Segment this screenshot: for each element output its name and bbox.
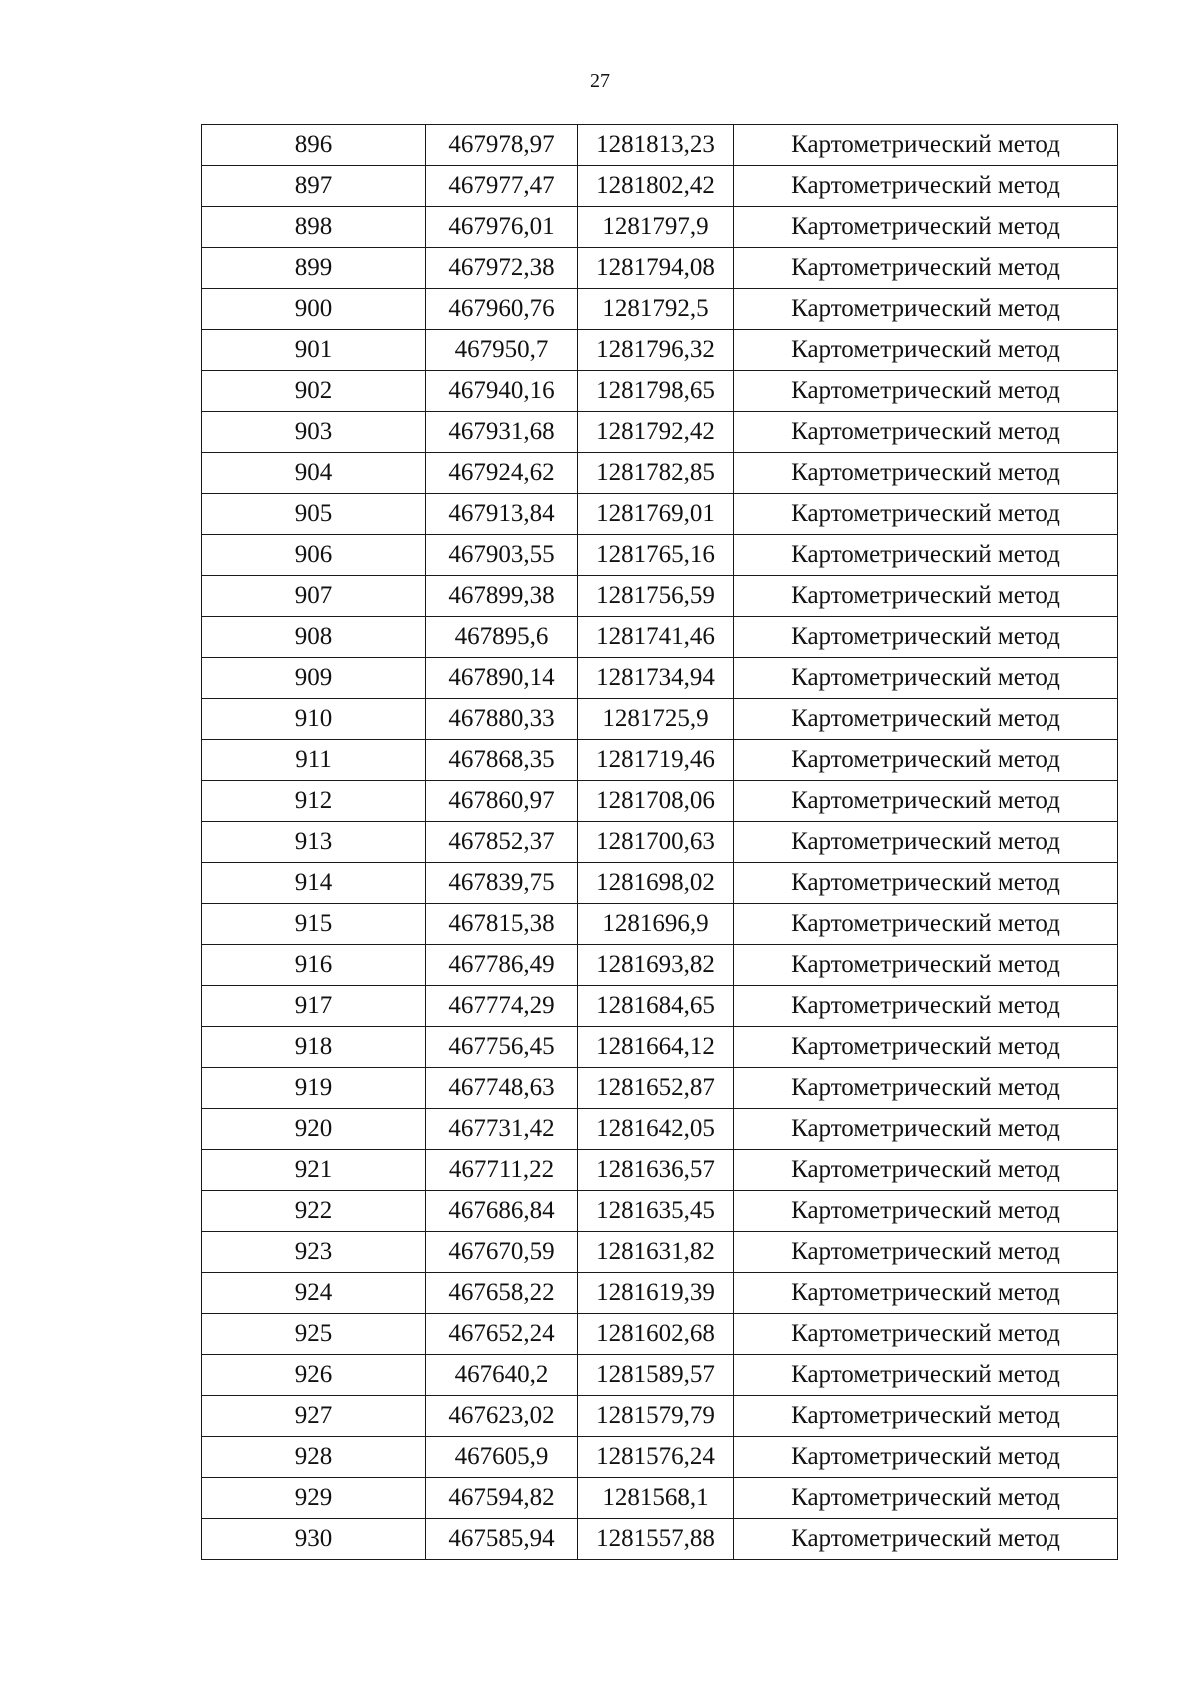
table-row: [202, 945, 1118, 986]
x-coordinate-cell: 467605,9: [426, 1437, 578, 1478]
x-coordinate-cell: 467711,22: [426, 1150, 578, 1191]
table-row: [202, 494, 1118, 535]
y-coordinate-cell: 1281769,01: [578, 494, 734, 535]
x-coordinate-cell: 467756,45: [426, 1027, 578, 1068]
method-cell: Картометрический метод: [734, 453, 1118, 494]
point-number-cell: 916: [202, 945, 426, 986]
point-number-cell: 919: [202, 1068, 426, 1109]
table-row: [202, 1191, 1118, 1232]
table-row: [202, 1027, 1118, 1068]
method-cell: Картометрический метод: [734, 1109, 1118, 1150]
y-coordinate-cell: 1281725,9: [578, 699, 734, 740]
y-coordinate-cell: 1281568,1: [578, 1478, 734, 1519]
y-coordinate-cell: 1281684,65: [578, 986, 734, 1027]
y-coordinate-cell: 1281700,63: [578, 822, 734, 863]
point-number-cell: 924: [202, 1273, 426, 1314]
y-coordinate-cell: 1281576,24: [578, 1437, 734, 1478]
coordinates-table: [201, 124, 1118, 1560]
y-coordinate-cell: 1281782,85: [578, 453, 734, 494]
x-coordinate-cell: 467748,63: [426, 1068, 578, 1109]
coordinates-table-body: [202, 125, 1118, 1560]
point-number-cell: 930: [202, 1519, 426, 1560]
x-coordinate-cell: 467860,97: [426, 781, 578, 822]
point-number-cell: 903: [202, 412, 426, 453]
point-number-cell: 921: [202, 1150, 426, 1191]
x-coordinate-cell: 467585,94: [426, 1519, 578, 1560]
y-coordinate-cell: 1281698,02: [578, 863, 734, 904]
table-row: [202, 330, 1118, 371]
y-coordinate-cell: 1281719,46: [578, 740, 734, 781]
point-number-cell: 928: [202, 1437, 426, 1478]
table-row: [202, 1150, 1118, 1191]
point-number-cell: 917: [202, 986, 426, 1027]
table-row: [202, 781, 1118, 822]
y-coordinate-cell: 1281652,87: [578, 1068, 734, 1109]
table-row: [202, 699, 1118, 740]
method-cell: Картометрический метод: [734, 166, 1118, 207]
x-coordinate-cell: 467940,16: [426, 371, 578, 412]
x-coordinate-cell: 467960,76: [426, 289, 578, 330]
y-coordinate-cell: 1281792,5: [578, 289, 734, 330]
y-coordinate-cell: 1281708,06: [578, 781, 734, 822]
method-cell: Картометрический метод: [734, 1068, 1118, 1109]
method-cell: Картометрический метод: [734, 248, 1118, 289]
y-coordinate-cell: 1281792,42: [578, 412, 734, 453]
y-coordinate-cell: 1281796,32: [578, 330, 734, 371]
table-row: [202, 617, 1118, 658]
method-cell: Картометрический метод: [734, 1355, 1118, 1396]
point-number-cell: 902: [202, 371, 426, 412]
table-row: [202, 125, 1118, 166]
point-number-cell: 915: [202, 904, 426, 945]
table-row: [202, 1355, 1118, 1396]
method-cell: Картометрический метод: [734, 822, 1118, 863]
table-row: [202, 1396, 1118, 1437]
method-cell: Картометрический метод: [734, 658, 1118, 699]
y-coordinate-cell: 1281794,08: [578, 248, 734, 289]
y-coordinate-cell: 1281579,79: [578, 1396, 734, 1437]
table-row: [202, 207, 1118, 248]
method-cell: Картометрический метод: [734, 781, 1118, 822]
table-row: [202, 1109, 1118, 1150]
x-coordinate-cell: 467899,38: [426, 576, 578, 617]
point-number-cell: 918: [202, 1027, 426, 1068]
point-number-cell: 896: [202, 125, 426, 166]
method-cell: Картометрический метод: [734, 1027, 1118, 1068]
point-number-cell: 911: [202, 740, 426, 781]
x-coordinate-cell: 467670,59: [426, 1232, 578, 1273]
table-row: [202, 1068, 1118, 1109]
y-coordinate-cell: 1281696,9: [578, 904, 734, 945]
method-cell: Картометрический метод: [734, 1150, 1118, 1191]
y-coordinate-cell: 1281642,05: [578, 1109, 734, 1150]
method-cell: Картометрический метод: [734, 1519, 1118, 1560]
page-number: 27: [590, 70, 610, 92]
method-cell: Картометрический метод: [734, 1191, 1118, 1232]
method-cell: Картометрический метод: [734, 371, 1118, 412]
table-row: [202, 1232, 1118, 1273]
y-coordinate-cell: 1281765,16: [578, 535, 734, 576]
x-coordinate-cell: 467774,29: [426, 986, 578, 1027]
y-coordinate-cell: 1281797,9: [578, 207, 734, 248]
x-coordinate-cell: 467977,47: [426, 166, 578, 207]
method-cell: Картометрический метод: [734, 904, 1118, 945]
point-number-cell: 904: [202, 453, 426, 494]
point-number-cell: 929: [202, 1478, 426, 1519]
table-row: [202, 248, 1118, 289]
method-cell: Картометрический метод: [734, 1232, 1118, 1273]
y-coordinate-cell: 1281602,68: [578, 1314, 734, 1355]
x-coordinate-cell: 467972,38: [426, 248, 578, 289]
table-row: [202, 740, 1118, 781]
table-row: [202, 412, 1118, 453]
table-row: [202, 1519, 1118, 1560]
point-number-cell: 899: [202, 248, 426, 289]
point-number-cell: 926: [202, 1355, 426, 1396]
table-row: [202, 658, 1118, 699]
method-cell: Картометрический метод: [734, 740, 1118, 781]
point-number-cell: 909: [202, 658, 426, 699]
table-row: [202, 289, 1118, 330]
x-coordinate-cell: 467623,02: [426, 1396, 578, 1437]
x-coordinate-cell: 467731,42: [426, 1109, 578, 1150]
y-coordinate-cell: 1281636,57: [578, 1150, 734, 1191]
point-number-cell: 898: [202, 207, 426, 248]
method-cell: Картометрический метод: [734, 576, 1118, 617]
method-cell: Картометрический метод: [734, 1396, 1118, 1437]
point-number-cell: 922: [202, 1191, 426, 1232]
table-row: [202, 904, 1118, 945]
y-coordinate-cell: 1281664,12: [578, 1027, 734, 1068]
method-cell: Картометрический метод: [734, 617, 1118, 658]
x-coordinate-cell: 467815,38: [426, 904, 578, 945]
method-cell: Картометрический метод: [734, 1273, 1118, 1314]
table-row: [202, 1478, 1118, 1519]
x-coordinate-cell: 467594,82: [426, 1478, 578, 1519]
method-cell: Картометрический метод: [734, 289, 1118, 330]
y-coordinate-cell: 1281693,82: [578, 945, 734, 986]
point-number-cell: 901: [202, 330, 426, 371]
point-number-cell: 905: [202, 494, 426, 535]
y-coordinate-cell: 1281802,42: [578, 166, 734, 207]
table-row: [202, 986, 1118, 1027]
point-number-cell: 900: [202, 289, 426, 330]
x-coordinate-cell: 467931,68: [426, 412, 578, 453]
method-cell: Картометрический метод: [734, 699, 1118, 740]
y-coordinate-cell: 1281813,23: [578, 125, 734, 166]
method-cell: Картометрический метод: [734, 863, 1118, 904]
table-row: [202, 863, 1118, 904]
y-coordinate-cell: 1281619,39: [578, 1273, 734, 1314]
y-coordinate-cell: 1281756,59: [578, 576, 734, 617]
x-coordinate-cell: 467786,49: [426, 945, 578, 986]
point-number-cell: 927: [202, 1396, 426, 1437]
point-number-cell: 925: [202, 1314, 426, 1355]
table-row: [202, 1437, 1118, 1478]
point-number-cell: 912: [202, 781, 426, 822]
x-coordinate-cell: 467852,37: [426, 822, 578, 863]
x-coordinate-cell: 467978,97: [426, 125, 578, 166]
point-number-cell: 907: [202, 576, 426, 617]
y-coordinate-cell: 1281635,45: [578, 1191, 734, 1232]
x-coordinate-cell: 467652,24: [426, 1314, 578, 1355]
x-coordinate-cell: 467868,35: [426, 740, 578, 781]
x-coordinate-cell: 467950,7: [426, 330, 578, 371]
method-cell: Картометрический метод: [734, 1478, 1118, 1519]
method-cell: Картометрический метод: [734, 494, 1118, 535]
x-coordinate-cell: 467640,2: [426, 1355, 578, 1396]
y-coordinate-cell: 1281631,82: [578, 1232, 734, 1273]
x-coordinate-cell: 467686,84: [426, 1191, 578, 1232]
method-cell: Картометрический метод: [734, 535, 1118, 576]
point-number-cell: 897: [202, 166, 426, 207]
x-coordinate-cell: 467658,22: [426, 1273, 578, 1314]
table-row: [202, 822, 1118, 863]
x-coordinate-cell: 467895,6: [426, 617, 578, 658]
y-coordinate-cell: 1281589,57: [578, 1355, 734, 1396]
x-coordinate-cell: 467903,55: [426, 535, 578, 576]
point-number-cell: 920: [202, 1109, 426, 1150]
point-number-cell: 914: [202, 863, 426, 904]
point-number-cell: 906: [202, 535, 426, 576]
table-row: [202, 535, 1118, 576]
point-number-cell: 913: [202, 822, 426, 863]
y-coordinate-cell: 1281557,88: [578, 1519, 734, 1560]
point-number-cell: 908: [202, 617, 426, 658]
method-cell: Картометрический метод: [734, 412, 1118, 453]
x-coordinate-cell: 467924,62: [426, 453, 578, 494]
point-number-cell: 910: [202, 699, 426, 740]
x-coordinate-cell: 467890,14: [426, 658, 578, 699]
x-coordinate-cell: 467913,84: [426, 494, 578, 535]
point-number-cell: 923: [202, 1232, 426, 1273]
y-coordinate-cell: 1281741,46: [578, 617, 734, 658]
table-row: [202, 166, 1118, 207]
method-cell: Картометрический метод: [734, 1314, 1118, 1355]
method-cell: Картометрический метод: [734, 945, 1118, 986]
method-cell: Картометрический метод: [734, 986, 1118, 1027]
x-coordinate-cell: 467839,75: [426, 863, 578, 904]
table-row: [202, 576, 1118, 617]
y-coordinate-cell: 1281798,65: [578, 371, 734, 412]
table-row: [202, 1314, 1118, 1355]
y-coordinate-cell: 1281734,94: [578, 658, 734, 699]
method-cell: Картометрический метод: [734, 125, 1118, 166]
table-row: [202, 1273, 1118, 1314]
method-cell: Картометрический метод: [734, 207, 1118, 248]
table-row: [202, 453, 1118, 494]
method-cell: Картометрический метод: [734, 330, 1118, 371]
x-coordinate-cell: 467976,01: [426, 207, 578, 248]
x-coordinate-cell: 467880,33: [426, 699, 578, 740]
table-row: [202, 371, 1118, 412]
method-cell: Картометрический метод: [734, 1437, 1118, 1478]
